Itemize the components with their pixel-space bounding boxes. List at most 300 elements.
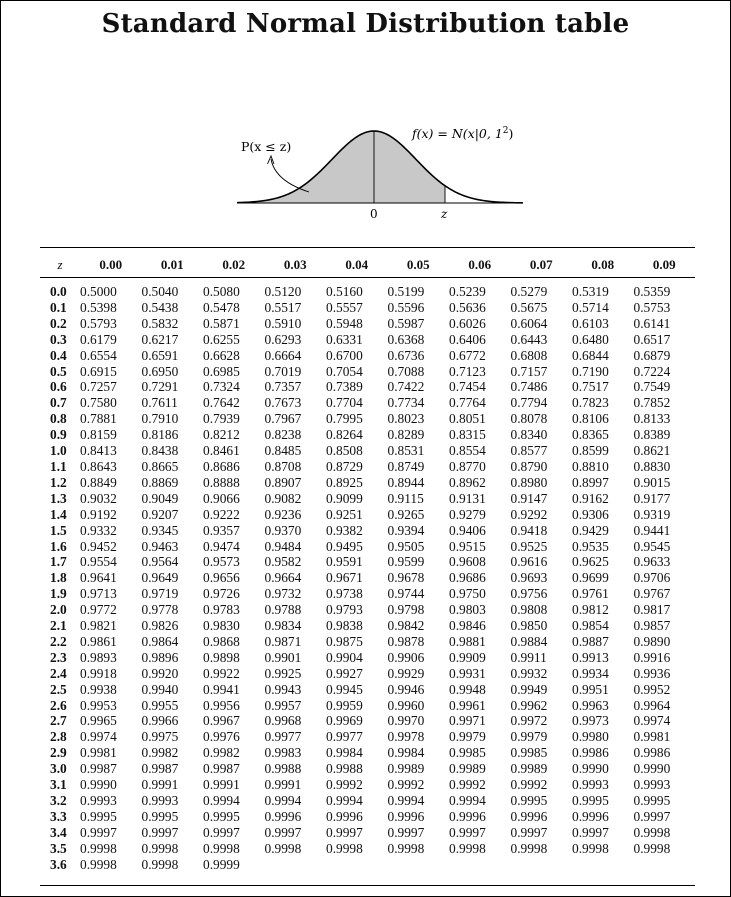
- probability-cell: 0.8264: [326, 427, 363, 443]
- probability-cell: 0.9962: [510, 697, 548, 713]
- probability-cell: 0.9979: [449, 729, 486, 745]
- probability-cell: 0.9986: [572, 745, 609, 761]
- probability-cell: 0.9993: [633, 777, 671, 793]
- probability-cell: 0.8980: [510, 474, 548, 490]
- probability-cell: 0.8078: [510, 411, 548, 427]
- probability-cell: 0.9345: [141, 522, 179, 538]
- table-row: [40, 539, 695, 555]
- probability-cell: 0.9082: [264, 490, 302, 506]
- probability-cell: 0.9982: [203, 745, 240, 761]
- probability-cell: 0.9998: [326, 840, 363, 856]
- probability-cell: 0.9884: [510, 633, 548, 649]
- probability-cell: 0.9983: [264, 745, 302, 761]
- probability-cell: 0.9821: [80, 618, 117, 634]
- table-row: [40, 507, 695, 523]
- probability-cell: 0.7517: [572, 379, 609, 395]
- probability-cell: 0.9941: [203, 681, 240, 697]
- table-row: [40, 284, 695, 300]
- probability-cell: 0.9989: [449, 761, 486, 777]
- probability-cell: 0.9913: [572, 649, 609, 665]
- probability-cell: 0.8770: [449, 458, 486, 474]
- probability-cell: 0.9808: [510, 602, 548, 618]
- probability-cell: 0.6368: [387, 331, 425, 347]
- probability-cell: 0.9625: [572, 554, 609, 570]
- probability-cell: 0.9927: [326, 665, 363, 681]
- z-value-cell: 2.5: [50, 681, 67, 697]
- probability-cell: 0.9904: [326, 649, 363, 665]
- probability-cell: 0.8643: [80, 458, 117, 474]
- probability-cell: 0.7486: [510, 379, 548, 395]
- table-row: [40, 411, 695, 427]
- probability-cell: 0.9744: [387, 586, 425, 602]
- probability-cell: 0.7291: [141, 379, 179, 395]
- header-row: [40, 252, 695, 278]
- probability-cell: 0.9875: [326, 633, 363, 649]
- axis-zero-label: 0: [370, 207, 378, 221]
- probability-cell: 0.8023: [387, 411, 425, 427]
- probability-cell: 0.9994: [264, 793, 302, 808]
- z-value-cell: 1.5: [50, 522, 67, 538]
- probability-cell: 0.9761: [572, 586, 609, 602]
- probability-cell: 0.8238: [264, 427, 302, 443]
- probability-cell: 0.9965: [80, 713, 117, 729]
- probability-cell: 0.9953: [80, 697, 117, 713]
- probability-cell: 0.5832: [141, 315, 179, 331]
- table-row: [40, 443, 695, 459]
- probability-cell: 0.7123: [449, 363, 486, 379]
- probability-cell: 0.7939: [203, 411, 240, 427]
- z-value-cell: 3.5: [50, 840, 67, 856]
- table-bottom-rule: [40, 885, 695, 886]
- probability-cell: 0.5279: [510, 284, 548, 299]
- table-row: [40, 825, 695, 841]
- z-value-cell: 0.5: [50, 363, 67, 379]
- z-value-cell: 2.9: [50, 745, 67, 761]
- probability-cell: 0.5793: [80, 315, 117, 331]
- probability-cell: 0.8106: [572, 411, 609, 427]
- probability-cell: 0.9972: [510, 713, 548, 729]
- probability-cell: 0.9306: [572, 506, 609, 522]
- probability-cell: 0.9996: [264, 808, 302, 824]
- probability-cell: 0.9952: [633, 681, 671, 697]
- table-row: [40, 713, 695, 729]
- probability-cell: 0.9997: [326, 824, 363, 840]
- probability-cell: 0.9979: [510, 729, 548, 745]
- table-row: [40, 379, 695, 395]
- probability-cell: 0.9989: [387, 761, 425, 777]
- probability-cell: 0.9608: [449, 554, 486, 570]
- probability-cell: 0.8665: [141, 458, 179, 474]
- probability-cell: 0.8340: [510, 427, 548, 443]
- probability-cell: 0.8997: [572, 474, 609, 490]
- probability-cell: 0.9995: [141, 808, 179, 824]
- probability-cell: 0.9994: [326, 793, 363, 808]
- probability-cell: 0.7967: [264, 411, 302, 427]
- probability-cell: 0.6331: [326, 331, 363, 347]
- probability-cell: 0.9957: [264, 697, 302, 713]
- probability-cell: 0.9992: [449, 777, 486, 793]
- probability-cell: 0.9406: [449, 522, 486, 538]
- probability-cell: 0.8289: [387, 427, 425, 443]
- probability-cell: 0.6736: [387, 347, 425, 363]
- probability-cell: 0.9842: [387, 618, 425, 634]
- probability-cell: 0.9995: [80, 808, 117, 824]
- probability-cell: 0.9938: [80, 681, 117, 697]
- probability-cell: 0.8133: [633, 411, 671, 427]
- probability-cell: 0.9911: [510, 649, 547, 665]
- z-table: [40, 252, 695, 873]
- probability-cell: 0.9671: [326, 570, 363, 586]
- probability-cell: 0.9545: [633, 538, 671, 554]
- probability-cell: 0.7995: [326, 411, 363, 427]
- probability-cell: 0.9441: [633, 522, 671, 538]
- z-value-cell: 0.6: [50, 379, 67, 395]
- probability-cell: 0.9887: [572, 633, 609, 649]
- probability-cell: 0.9997: [449, 824, 486, 840]
- probability-cell: 0.7357: [264, 379, 302, 395]
- probability-cell: 0.9986: [633, 745, 671, 761]
- z-value-cell: 3.3: [50, 808, 67, 824]
- probability-cell: 0.9974: [633, 713, 671, 729]
- probability-cell: 0.9649: [141, 570, 179, 586]
- probability-cell: 0.6480: [572, 331, 609, 347]
- probability-cell: 0.8554: [449, 443, 486, 459]
- probability-cell: 0.9525: [510, 538, 548, 554]
- column-header: 0.08: [591, 256, 615, 272]
- probability-cell: 0.9967: [203, 713, 240, 729]
- probability-cell: 0.5398: [80, 299, 117, 315]
- probability-cell: 0.6879: [633, 347, 671, 363]
- probability-cell: 0.9988: [326, 761, 363, 777]
- probability-cell: [265, 857, 327, 873]
- probability-cell: 0.9998: [633, 824, 671, 840]
- probability-cell: 0.9049: [141, 490, 179, 506]
- table-row: [40, 809, 695, 825]
- probability-cell: 0.9997: [141, 824, 179, 840]
- probability-cell: 0.7190: [572, 363, 609, 379]
- probability-cell: 0.9998: [449, 840, 486, 856]
- probability-cell: 0.9484: [264, 538, 302, 554]
- probability-cell: 0.9987: [203, 761, 240, 777]
- probability-cell: 0.5753: [633, 299, 671, 315]
- probability-cell: 0.9693: [510, 570, 548, 586]
- probability-cell: 0.5438: [141, 299, 179, 315]
- probability-cell: 0.8810: [572, 458, 609, 474]
- probability-cell: 0.9929: [387, 665, 425, 681]
- probability-cell: 0.9382: [326, 522, 363, 538]
- probability-cell: 0.9945: [326, 681, 363, 697]
- probability-cell: 0.9948: [449, 681, 486, 697]
- probability-cell: 0.9961: [449, 697, 486, 713]
- table-row: [40, 554, 695, 570]
- column-header-z: z: [57, 256, 63, 272]
- probability-cell: 0.9756: [510, 586, 548, 602]
- probability-cell: 0.6406: [449, 331, 486, 347]
- probability-cell: 0.6443: [510, 331, 548, 347]
- probability-cell: 0.5478: [203, 299, 240, 315]
- probability-cell: 0.9535: [572, 538, 609, 554]
- probability-cell: 0.9931: [449, 665, 486, 681]
- table-header: [40, 252, 695, 284]
- probability-cell: 0.7910: [141, 411, 179, 427]
- probability-cell: 0.5675: [510, 299, 548, 315]
- probability-cell: 0.9616: [510, 554, 548, 570]
- probability-cell: 0.8686: [203, 458, 240, 474]
- probability-cell: 0.9896: [141, 649, 179, 665]
- z-value-cell: 1.0: [50, 443, 67, 459]
- table-row: [40, 475, 695, 491]
- probability-cell: 0.9906: [387, 649, 425, 665]
- probability-cell: 0.9969: [326, 713, 363, 729]
- probability-cell: 0.9793: [326, 602, 363, 618]
- probability-cell: 0.9997: [203, 824, 240, 840]
- probability-cell: 0.6915: [80, 363, 117, 379]
- probability-cell: 0.9292: [510, 506, 548, 522]
- probability-cell: 0.9857: [633, 618, 671, 634]
- probability-cell: 0.9582: [264, 554, 302, 570]
- probability-cell: 0.9990: [80, 777, 117, 793]
- probability-cell: 0.8830: [633, 458, 671, 474]
- probability-cell: 0.6141: [633, 315, 671, 331]
- probability-cell: 0.9783: [203, 602, 240, 618]
- probability-cell: [634, 857, 696, 873]
- probability-cell: 0.9370: [264, 522, 302, 538]
- probability-cell: 0.9996: [387, 808, 425, 824]
- probability-cell: 0.8485: [264, 443, 302, 459]
- z-value-cell: 0.8: [50, 411, 67, 427]
- probability-cell: 0.9599: [387, 554, 425, 570]
- probability-cell: 0.9984: [387, 745, 425, 761]
- probability-cell: 0.9798: [387, 602, 425, 618]
- z-value-cell: 1.8: [50, 570, 67, 586]
- probability-cell: 0.9997: [387, 824, 425, 840]
- probability-cell: 0.9726: [203, 586, 240, 602]
- table-row: [40, 602, 695, 618]
- z-value-cell: 3.1: [50, 777, 67, 793]
- probability-cell: 0.9998: [633, 840, 671, 856]
- z-value-cell: 1.7: [50, 554, 67, 570]
- probability-cell: 0.9989: [510, 761, 548, 777]
- probability-cell: 0.9817: [633, 602, 671, 618]
- probability-cell: 0.9996: [572, 808, 609, 824]
- probability-cell: 0.9515: [449, 538, 486, 554]
- probability-cell: 0.7794: [510, 395, 548, 411]
- probability-cell: 0.9115: [387, 490, 424, 506]
- z-value-cell: 2.7: [50, 713, 67, 729]
- page-title: Standard Normal Distribution table: [101, 9, 630, 39]
- probability-cell: 0.9131: [449, 490, 486, 506]
- probability-cell: 0.9951: [572, 681, 609, 697]
- probability-cell: 0.9998: [387, 840, 425, 856]
- table-row: [40, 666, 695, 682]
- probability-cell: 0.8925: [326, 474, 363, 490]
- probability-cell: 0.9987: [80, 761, 117, 777]
- probability-cell: 0.9959: [326, 697, 363, 713]
- probability-cell: 0.8790: [510, 458, 548, 474]
- probability-cell: 0.9916: [633, 649, 671, 665]
- probability-cell: 0.9998: [264, 840, 302, 856]
- table-top-rule: [40, 247, 695, 248]
- probability-cell: 0.8907: [264, 474, 302, 490]
- probability-cell: 0.6064: [510, 315, 548, 331]
- probability-cell: 0.5557: [326, 299, 363, 315]
- probability-cell: 0.9955: [141, 697, 179, 713]
- probability-cell: 0.9968: [264, 713, 302, 729]
- probability-cell: 0.7422: [387, 379, 425, 395]
- probability-cell: 0.8186: [141, 427, 179, 443]
- probability-cell: 0.9265: [387, 506, 425, 522]
- probability-cell: 0.9980: [572, 729, 609, 745]
- probability-cell: 0.5040: [141, 284, 179, 299]
- probability-cell: 0.6179: [80, 331, 117, 347]
- table-row: [40, 777, 695, 793]
- probability-cell: 0.9898: [203, 649, 240, 665]
- probability-cell: 0.9861: [80, 633, 117, 649]
- table-row: [40, 682, 695, 698]
- probability-cell: 0.9998: [80, 840, 117, 856]
- z-value-cell: 3.4: [50, 824, 67, 840]
- probability-cell: 0.9925: [264, 665, 302, 681]
- probability-cell: 0.7704: [326, 395, 363, 411]
- z-value-cell: 1.3: [50, 490, 67, 506]
- probability-cell: 0.9864: [141, 633, 179, 649]
- z-value-cell: 3.2: [50, 793, 67, 808]
- probability-cell: 0.9994: [203, 793, 240, 808]
- probability-cell: 0.9192: [80, 506, 117, 522]
- probability-cell: 0.5000: [80, 284, 117, 299]
- probability-cell: 0.9993: [80, 793, 117, 808]
- probability-cell: 0.6255: [203, 331, 240, 347]
- z-value-cell: 3.0: [50, 761, 67, 777]
- table-body: [40, 284, 695, 873]
- probability-cell: 0.9918: [80, 665, 117, 681]
- probability-cell: 0.9971: [449, 713, 486, 729]
- probability-cell: 0.9706: [633, 570, 671, 586]
- table-row: [40, 332, 695, 348]
- probability-cell: 0.7454: [449, 379, 486, 395]
- probability-cell: 0.8365: [572, 427, 609, 443]
- probability-cell: 0.9332: [80, 522, 117, 538]
- column-header: 0.09: [652, 256, 676, 272]
- z-value-cell: 1.9: [50, 586, 67, 602]
- probability-cell: 0.6591: [141, 347, 179, 363]
- probability-cell: 0.9932: [510, 665, 548, 681]
- probability-cell: 0.9987: [141, 761, 179, 777]
- probability-cell: 0.9973: [572, 713, 609, 729]
- probability-cell: 0.6217: [141, 331, 179, 347]
- probability-cell: 0.9893: [80, 649, 117, 665]
- table-row: [40, 523, 695, 539]
- probability-cell: 0.9099: [326, 490, 363, 506]
- z-value-cell: 1.6: [50, 538, 67, 554]
- probability-cell: 0.9452: [80, 538, 117, 554]
- probability-cell: 0.9998: [141, 840, 179, 856]
- probability-cell: 0.7324: [203, 379, 240, 395]
- probability-cell: 0.9803: [449, 602, 486, 618]
- probability-cell: 0.9993: [141, 793, 179, 808]
- probability-cell: 0.9994: [387, 793, 425, 808]
- probability-cell: 0.9998: [510, 840, 548, 856]
- probability-cell: 0.9678: [387, 570, 425, 586]
- probability-cell: 0.9699: [572, 570, 609, 586]
- probability-cell: 0.9788: [264, 602, 302, 618]
- probability-cell: 0.6103: [572, 315, 609, 331]
- probability-cell: 0.9505: [387, 538, 425, 554]
- probability-cell: 0.9871: [264, 633, 302, 649]
- probability-cell: 0.8413: [80, 443, 117, 459]
- probability-cell: 0.9998: [141, 856, 179, 872]
- probability-cell: 0.9988: [264, 761, 302, 777]
- probability-cell: 0.9357: [203, 522, 240, 538]
- z-value-cell: 2.2: [50, 633, 67, 649]
- probability-cell: 0.8888: [203, 474, 240, 490]
- probability-cell: 0.9319: [633, 506, 671, 522]
- probability-cell: 0.9838: [326, 618, 363, 634]
- probability-cell: 0.5910: [264, 315, 302, 331]
- probability-cell: 0.8749: [387, 458, 425, 474]
- probability-cell: 0.9177: [633, 490, 671, 506]
- table-row: [40, 586, 695, 602]
- probability-cell: 0.9998: [80, 856, 117, 872]
- probability-cell: 0.5871: [203, 315, 240, 331]
- probability-cell: 0.9992: [387, 777, 425, 793]
- table-row: [40, 300, 695, 316]
- table-row: [40, 491, 695, 507]
- probability-cell: 0.9995: [510, 793, 548, 808]
- probability-cell: 0.9984: [326, 745, 363, 761]
- probability-cell: 0.9251: [326, 506, 363, 522]
- probability-cell: 0.9834: [264, 618, 302, 634]
- probability-cell: 0.9966: [141, 713, 179, 729]
- probability-cell: 0.9495: [326, 538, 363, 554]
- probability-cell: 0.9463: [141, 538, 179, 554]
- z-value-cell: 2.1: [50, 618, 67, 634]
- probability-cell: 0.9985: [510, 745, 548, 761]
- table-row: [40, 364, 695, 380]
- table-row: [40, 729, 695, 745]
- table-row: [40, 348, 695, 364]
- z-value-cell: 0.2: [50, 315, 67, 331]
- probability-cell: 0.7881: [80, 411, 117, 427]
- z-value-cell: 2.0: [50, 602, 67, 618]
- probability-cell: 0.9998: [572, 840, 609, 856]
- table-row: [40, 761, 695, 777]
- probability-cell: 0.6985: [203, 363, 240, 379]
- probability-cell: 0.9162: [572, 490, 609, 506]
- table-row: [40, 634, 695, 650]
- probability-cell: 0.9920: [141, 665, 179, 681]
- probability-cell: 0.9981: [633, 729, 671, 745]
- probability-cell: 0.9015: [633, 474, 671, 490]
- probability-cell: 0.5239: [449, 284, 486, 299]
- z-value-cell: 1.2: [50, 474, 67, 490]
- probability-cell: 0.9738: [326, 586, 363, 602]
- probability-cell: 0.9719: [141, 586, 179, 602]
- probability-cell: 0.6844: [572, 347, 609, 363]
- probability-cell: 0.9474: [203, 538, 240, 554]
- column-header: 0.07: [529, 256, 553, 272]
- table-row: [40, 698, 695, 714]
- probability-cell: 0.9963: [572, 697, 609, 713]
- z-value-cell: 2.4: [50, 665, 67, 681]
- probability-cell: 0.8508: [326, 443, 363, 459]
- probability-cell: 0.9977: [264, 729, 302, 745]
- probability-cell: 0.7088: [387, 363, 425, 379]
- probability-cell: 0.5199: [387, 284, 425, 299]
- probability-cell: 0.7389: [326, 379, 363, 395]
- probability-cell: 0.9995: [203, 808, 240, 824]
- probability-cell: 0.9854: [572, 618, 609, 634]
